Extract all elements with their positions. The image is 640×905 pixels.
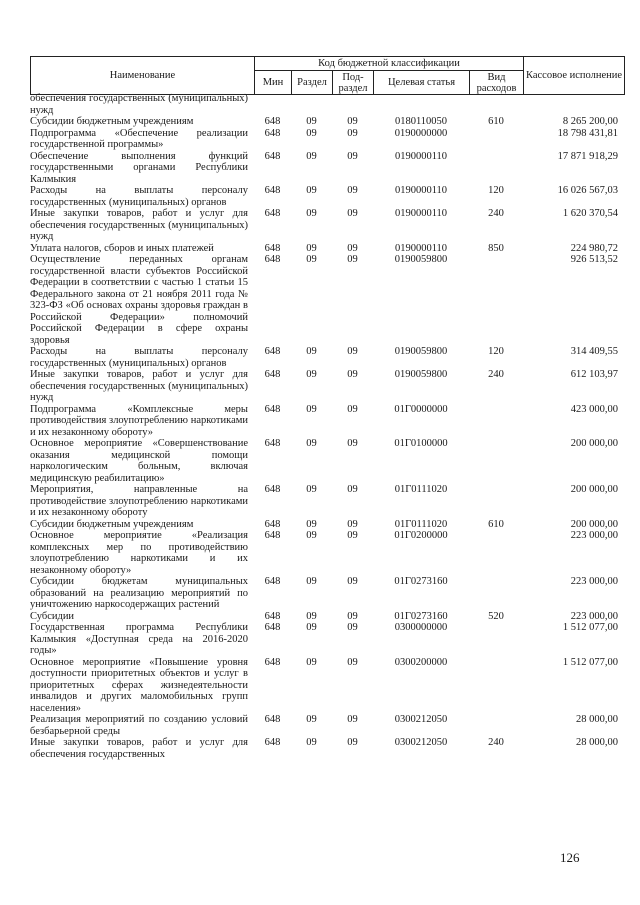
- table-row: [30, 151, 624, 186]
- row-vid: 120: [488, 346, 504, 357]
- row-vid: 120: [488, 185, 504, 196]
- row-razdel: 09: [306, 737, 317, 748]
- row-target: 0190059800: [394, 346, 448, 357]
- row-vid: [469, 622, 523, 657]
- header-min: Мин: [255, 71, 292, 95]
- row-min: 648: [264, 150, 281, 162]
- table-row: [30, 737, 624, 760]
- row-podrazdel: 09: [347, 150, 358, 162]
- table-row: [30, 438, 624, 484]
- row-min: 648: [264, 369, 281, 380]
- table-row: [30, 404, 624, 439]
- table-row: [30, 346, 624, 369]
- row-razdel: 09: [306, 576, 317, 587]
- table-row: [30, 254, 624, 346]
- table-row: [30, 116, 624, 128]
- row-target: 0300200000: [394, 656, 448, 668]
- row-amount: 224 980,72: [570, 242, 618, 254]
- row-name: Расходы на выплаты персоналу государственных (муниципальных) органов: [30, 346, 248, 369]
- row-vid: [469, 714, 523, 737]
- row-name: Иные закупки товаров, работ и услуг для обеспечения государственных: [30, 737, 248, 760]
- row-razdel: 09: [306, 438, 317, 449]
- row-min: 648: [264, 576, 281, 587]
- row-min: [254, 93, 291, 116]
- row-podrazdel: 09: [347, 403, 358, 415]
- row-podrazdel: 09: [347, 438, 358, 449]
- row-podrazdel: 09: [347, 518, 358, 530]
- row-amount: 1 620 370,54: [562, 208, 618, 219]
- header-vid: Вид расходов: [470, 71, 524, 95]
- row-min: 648: [264, 610, 281, 622]
- header-cash: Кассовое исполнение: [524, 57, 625, 95]
- row-amount: 314 409,55: [570, 346, 618, 357]
- header-target: Целевая статья: [374, 71, 470, 95]
- row-podrazdel: [332, 93, 373, 116]
- row-amount: 17 871 918,29: [557, 150, 618, 162]
- row-razdel: 09: [306, 185, 317, 196]
- row-min: 648: [264, 208, 281, 219]
- row-amount: 423 000,00: [570, 403, 618, 415]
- row-podrazdel: 09: [347, 484, 358, 495]
- row-amount: 612 103,97: [570, 369, 618, 380]
- table-row: [30, 243, 624, 255]
- row-target: 0190059800: [394, 369, 448, 380]
- row-min: 648: [264, 737, 281, 748]
- row-target: 01Г0200000: [394, 530, 448, 541]
- row-razdel: 09: [306, 622, 317, 633]
- row-amount: 926 513,52: [570, 254, 618, 265]
- row-amount: 16 026 567,03: [557, 185, 618, 196]
- row-target: 0190000110: [394, 150, 448, 162]
- row-name: Иные закупки товаров, работ и услуг для обеспечения государственных (муниципальных) нужд: [30, 369, 248, 403]
- row-target: 0180110050: [394, 116, 448, 127]
- table-row: [30, 530, 624, 576]
- row-razdel: 09: [306, 656, 317, 668]
- row-amount: [523, 93, 624, 116]
- row-min: 648: [264, 714, 281, 725]
- row-min: 648: [264, 656, 281, 668]
- page-number: 126: [560, 850, 580, 865]
- row-target: 01Г0100000: [394, 438, 448, 449]
- row-razdel: 09: [306, 484, 317, 495]
- row-vid: [469, 484, 523, 519]
- row-target: 0190000110: [394, 185, 448, 196]
- row-name: Подпрограмма «Комплексные меры противодействия злоупотреблению наркотиками и их незаконному обороту»: [30, 403, 248, 438]
- table-row: [30, 93, 624, 116]
- row-podrazdel: 09: [347, 610, 358, 622]
- row-name: Реализация мероприятий по созданию условий безбарьерной среды: [30, 714, 248, 737]
- row-razdel: 09: [306, 116, 317, 127]
- row-amount: 223 000,00: [570, 530, 618, 541]
- row-name: Субсидии бюджетам муниципальных образований на реализацию мероприятий по уничтожению наркосодержащих растений: [30, 576, 248, 610]
- table-row: [30, 369, 624, 404]
- row-podrazdel: 09: [347, 242, 358, 254]
- row-min: 648: [264, 116, 281, 127]
- row-vid: [469, 404, 523, 439]
- row-target: 01Г0273160: [394, 610, 448, 622]
- row-min: 648: [264, 530, 281, 541]
- row-target: 0300212050: [394, 737, 448, 748]
- row-target: 0190000000: [394, 127, 448, 139]
- row-razdel: [291, 93, 332, 116]
- row-min: 648: [264, 185, 281, 196]
- row-name: Мероприятия, направленные на противодействие злоупотреблению наркотиками и их незаконному обороту: [30, 484, 248, 518]
- row-vid: [469, 254, 523, 346]
- row-name: Подпрограмма «Обеспечение реализации государственной программы»: [30, 127, 248, 150]
- row-vid: 850: [488, 242, 504, 254]
- row-name: Иные закупки товаров, работ и услуг для обеспечения государственных (муниципальных) нужд: [30, 208, 248, 242]
- table-header: [30, 56, 625, 95]
- row-target: [373, 93, 469, 116]
- header-razdel: Раздел: [292, 71, 333, 95]
- table-row: [30, 208, 624, 243]
- row-name: Субсидии бюджетным учреждениям: [30, 518, 194, 530]
- row-name: Основное мероприятие «Повышение уровня доступности приоритетных объектов и услуг в приоритетных сферах жизнедеятельности инвалидов и других маломобильных групп населения»: [30, 656, 248, 714]
- row-razdel: 09: [306, 150, 317, 162]
- row-podrazdel: 09: [347, 185, 358, 196]
- row-target: 01Г0111020: [394, 518, 448, 530]
- row-vid: 240: [488, 737, 504, 748]
- row-podrazdel: 09: [347, 530, 358, 541]
- row-razdel: 09: [306, 714, 317, 725]
- row-podrazdel: 09: [347, 714, 358, 725]
- row-min: 648: [264, 518, 281, 530]
- row-name: Обеспечение выполнения функций государственными органами Республики Калмыкия: [30, 150, 248, 185]
- row-target: 0190000110: [394, 242, 448, 254]
- row-vid: [469, 438, 523, 484]
- row-min: 648: [264, 254, 281, 265]
- row-vid: 610: [488, 518, 504, 530]
- row-vid: [469, 151, 523, 186]
- row-vid: 610: [488, 116, 504, 127]
- row-razdel: 09: [306, 127, 317, 139]
- row-vid: 240: [488, 208, 504, 219]
- row-amount: 200 000,00: [570, 518, 618, 530]
- row-amount: 223 000,00: [570, 576, 618, 587]
- row-razdel: 09: [306, 208, 317, 219]
- row-amount: 18 798 431,81: [557, 127, 618, 139]
- row-vid: [469, 530, 523, 576]
- row-name: Уплата налогов, сборов и иных платежей: [30, 242, 214, 254]
- row-min: 648: [264, 484, 281, 495]
- header-code-group: Код бюджетной классификации: [255, 57, 524, 71]
- row-target: 01Г0111020: [394, 484, 448, 495]
- budget-table: [30, 93, 624, 760]
- row-amount: 1 512 077,00: [562, 622, 618, 633]
- table-row: [30, 185, 624, 208]
- row-razdel: 09: [306, 242, 317, 254]
- row-amount: 1 512 077,00: [562, 656, 618, 668]
- row-name: Государственная программа Республики Калмыкия «Доступная среда на 2016-2020 годы»: [30, 622, 248, 656]
- row-name: Основное мероприятие «Совершенствование оказания медицинской помощи наркологическим больным, включая медицинскую реабилитацию»: [30, 438, 248, 484]
- row-vid: [469, 576, 523, 611]
- table-row: [30, 714, 624, 737]
- row-target: 0300000000: [394, 622, 448, 633]
- row-podrazdel: 09: [347, 622, 358, 633]
- row-target: 0300212050: [394, 714, 448, 725]
- header-podrazdel: Под-раздел: [333, 71, 374, 95]
- row-razdel: 09: [306, 610, 317, 622]
- table-row: [30, 519, 624, 531]
- row-name: Субсидии бюджетным учреждениям: [30, 116, 194, 127]
- row-amount: 200 000,00: [570, 484, 618, 495]
- row-razdel: 09: [306, 403, 317, 415]
- row-podrazdel: 09: [347, 737, 358, 748]
- row-target: 0190000110: [394, 208, 448, 219]
- row-amount: 28 000,00: [576, 737, 618, 748]
- row-min: 648: [264, 346, 281, 357]
- row-vid: [469, 93, 523, 116]
- row-vid: [469, 657, 523, 715]
- row-podrazdel: 09: [347, 656, 358, 668]
- table-row: [30, 622, 624, 657]
- row-vid: 520: [488, 610, 504, 622]
- table-row: [30, 484, 624, 519]
- row-min: 648: [264, 403, 281, 415]
- row-razdel: 09: [306, 346, 317, 357]
- row-amount: 28 000,00: [576, 714, 618, 725]
- row-razdel: 09: [306, 369, 317, 380]
- row-amount: 223 000,00: [570, 610, 618, 622]
- row-name: Осуществление переданных органам государственной власти субъектов Российской Федерации в соответствии с частью 1 статьи 15 Федерального закона от 21 ноября 2011 года № 323-ФЗ «Об основах охраны здоровья граждан в Российской Федерации» полномочий Российской Федерации в сфере охраны здоровья: [30, 254, 248, 346]
- row-razdel: 09: [306, 530, 317, 541]
- row-min: 648: [264, 127, 281, 139]
- row-podrazdel: 09: [347, 254, 358, 265]
- table-row: [30, 576, 624, 611]
- row-podrazdel: 09: [347, 208, 358, 219]
- row-razdel: 09: [306, 254, 317, 265]
- row-target: 01Г0000000: [394, 403, 448, 415]
- row-podrazdel: 09: [347, 346, 358, 357]
- row-amount: 200 000,00: [570, 438, 618, 449]
- row-amount: 8 265 200,00: [562, 116, 618, 127]
- row-min: 648: [264, 622, 281, 633]
- row-vid: 240: [488, 369, 504, 380]
- row-podrazdel: 09: [347, 127, 358, 139]
- row-razdel: 09: [306, 518, 317, 530]
- table-row: [30, 128, 624, 151]
- row-name: Основное мероприятие «Реализация комплексных мер по противодействию злоупотреблению наркотиками и их незаконному обороту»: [30, 530, 248, 576]
- row-podrazdel: 09: [347, 576, 358, 587]
- row-min: 648: [264, 242, 281, 254]
- table-row: [30, 657, 624, 715]
- table-row: [30, 611, 624, 623]
- row-target: 01Г0273160: [394, 576, 448, 587]
- row-name: обеспечения государственных (муниципальных) нужд: [30, 93, 248, 116]
- row-podrazdel: 09: [347, 116, 358, 127]
- row-name: Расходы на выплаты персоналу государственных (муниципальных) органов: [30, 185, 248, 208]
- row-min: 648: [264, 438, 281, 449]
- header-name: Наименование: [31, 57, 255, 95]
- row-target: 0190059800: [394, 254, 448, 265]
- row-vid: [469, 128, 523, 151]
- row-podrazdel: 09: [347, 369, 358, 380]
- row-name: Субсидии: [30, 610, 75, 622]
